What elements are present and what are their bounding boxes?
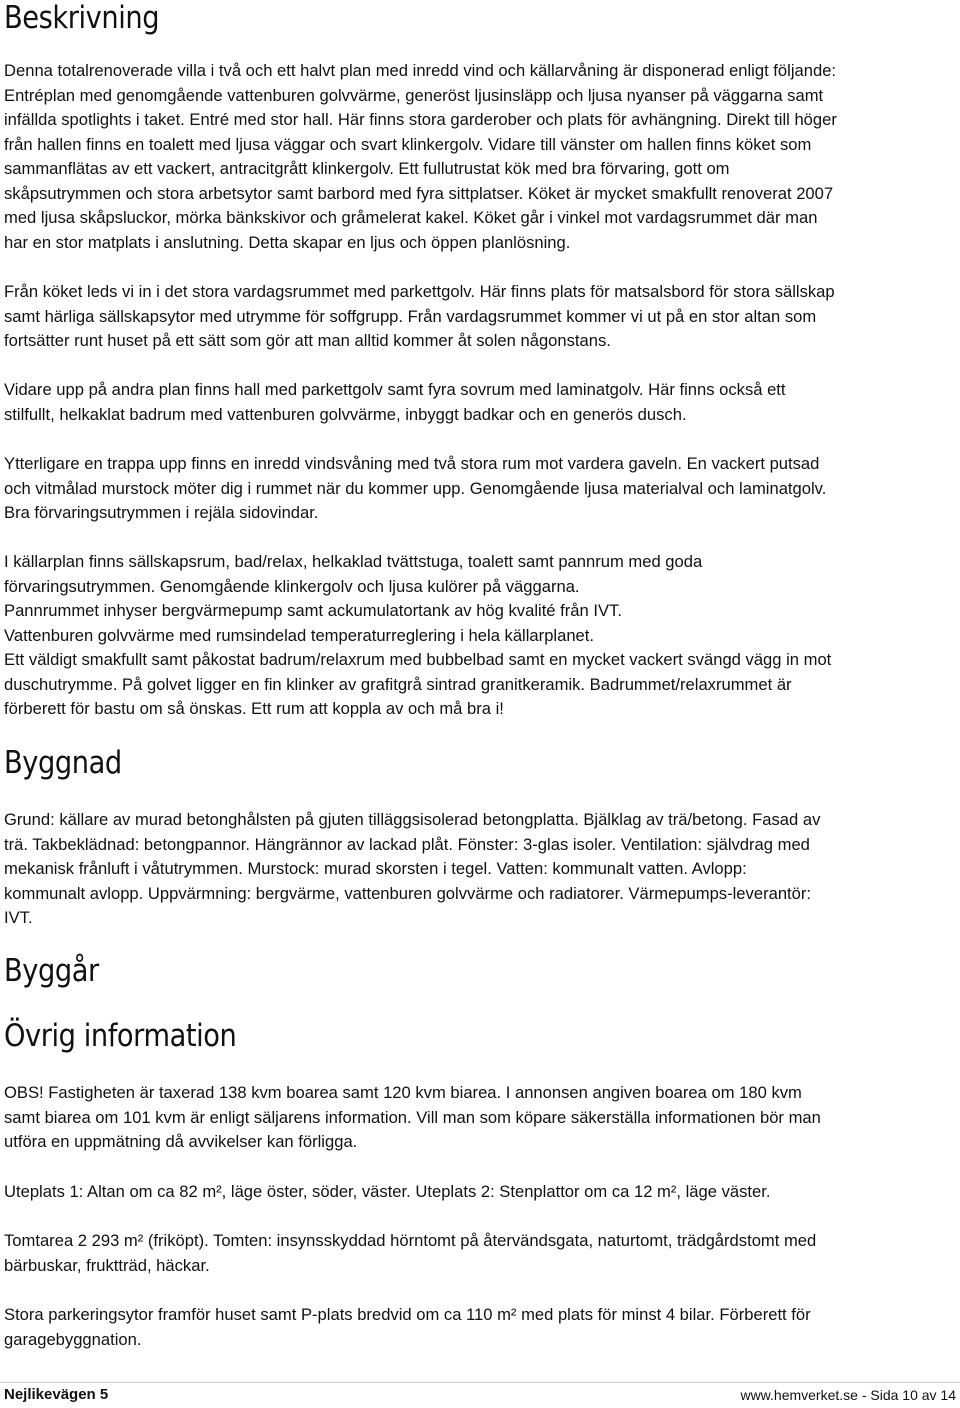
- footer-divider: [0, 1382, 960, 1383]
- heading-ovrig-information: Övrig information: [4, 1018, 237, 1054]
- paragraph-ovrig-2: Uteplats 1: Altan om ca 82 m², läge öster, söder, väster. Uteplats 2: Stenplattor om ca 12 m², läge väster.: [4, 1182, 771, 1201]
- footer-site-page: www.hemverket.se - Sida 10 av 14: [740, 1387, 956, 1403]
- paragraph-ovrig-4: Stora parkeringsytor framför huset samt P-plats bredvid om ca 110 m² med plats för minst 4 bilar. Förberett för garagebyggnation.: [4, 1305, 811, 1349]
- paragraph-beskrivning-2: Från köket leds vi in i det stora vardagsrummet med parkettgolv. Här finns plats för matsalsbord för stora sällskap samt härliga sällskapsytor med utrymme för soffgrupp. Från vardagsrummet kommer vi ut på en stor altan som fortsätter runt huset på ett sätt som gör att man alltid kommer åt solen någonstans.: [4, 282, 835, 350]
- heading-beskrivning: Beskrivning: [4, 0, 160, 36]
- paragraph-beskrivning-4: Ytterligare en trappa upp finns en inredd vindsvåning med två stora rum mot vardera gaveln. En vackert putsad och vitmålad murstock möter dig i rummet när du kommer upp. Genomgående ljusa materialval och laminatgolv. Bra förvaringsutrymmen i rejäla sidovindar.: [4, 454, 827, 522]
- paragraph-ovrig-1: OBS! Fastigheten är taxerad 138 kvm boarea samt 120 kvm biarea. I annonsen angiven boarea om 180 kvm samt biarea om 101 kvm är enligt säljarens information. Vill man som köpare säkerställa informationen bör man utföra en uppmätning då avvikelser kan förligga.: [4, 1083, 821, 1151]
- heading-byggar: Byggår: [4, 953, 99, 989]
- paragraph-ovrig-3: Tomtarea 2 293 m² (friköpt). Tomten: insynsskyddad hörntomt på återvändsgata, naturtomt, trädgårdstomt med bärbuskar, fruktträd, häckar.: [4, 1231, 817, 1275]
- heading-byggnad: Byggnad: [4, 745, 122, 781]
- paragraph-beskrivning-5: I källarplan finns sällskapsrum, bad/relax, helkaklad tvättstuga, toalett samt pannrum med goda förvaringsutrymmen. Genomgående klinkergolv och ljusa kulörer på väggarna. Pannrummet inhyser bergvärmepump samt ackumulatortank av hög kvalité från IVT. Vattenburen golvvärme med rumsindelad temperaturreglering i hela källarplanet. Ett väldigt smakfullt samt påkostat badrum/relaxrum med bubbelbad samt en mycket vackert svängd vägg in mot duschutrymme. På golvet ligger en fin klinker av grafitgrå sintrad granitkeramik. Badrummet/relaxrummet är förberett för bastu om så önskas. Ett rum att koppla av och må bra i!: [4, 552, 832, 718]
- paragraph-byggnad-1: Grund: källare av murad betonghålsten på gjuten tilläggsisolerad betongplatta. Bjälklag av trä/betong. Fasad av trä. Takbeklädnad: betongpannor. Hängrännor av lackad plåt. Fönster: 3-glas isoler. Ventilation: självdrag med mekanisk frånluft i våtutrymmen. Murstock: murad skorsten i tegel. Vatten: kommunalt vatten. Avlopp: kommunalt avlopp. Uppvärmning: bergvärme, vattenburen golvvärme och radiatorer. Värmepumps-leverantör: IVT.: [4, 810, 821, 927]
- paragraph-beskrivning-1: Denna totalrenoverade villa i två och ett halvt plan med inredd vind och källarvåning är disponerad enligt följande: Entréplan med genomgående vattenburen golvvärme, generöst ljusinsläpp och ljusa nyanser på väggarna samt infällda spotlights i taket. Entré med stor hall. Här finns stora garderober och plats för avhängning. Direkt till höger från hallen finns en toalett med ljusa väggar och svart klinkergolv. Vidare till vänster om hallen finns köket som sammanflätas av ett vackert, antracitgrått klinkergolv. Ett fullutrustat kök med bra förvaring, gott om skåpsutrymmen och stora arbetsytor samt barbord med fyra sittplatser. Köket är mycket smakfullt renoverat 2007 med ljusa skåpsluckor, mörka bänkskivor och gråmelerat kakel. Köket går i vinkel mot vardagsrummet där man har en stor matplats i anslutning. Detta skapar en ljus och öppen planlösning.: [4, 61, 837, 252]
- footer-address: Nejlikevägen 5: [4, 1386, 109, 1403]
- paragraph-beskrivning-3: Vidare upp på andra plan finns hall med parkettgolv samt fyra sovrum med laminatgolv. Här finns också ett stilfullt, helkaklat badrum med vattenburen golvvärme, inbyggt badkar och en generös dusch.: [4, 380, 786, 424]
